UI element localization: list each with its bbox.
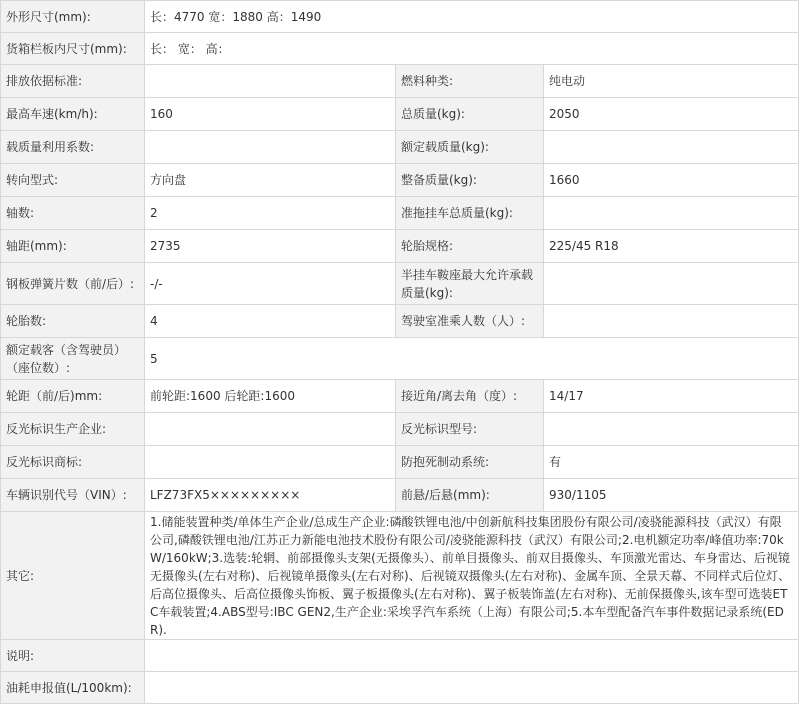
overhang-value: 930/1105 [544, 479, 799, 512]
vin-value: LFZ73FX5××××××××× [145, 479, 396, 512]
notes-value [145, 640, 799, 672]
leaf-spring-value: -/- [145, 263, 396, 305]
table-row [1, 305, 799, 338]
trailer-mass-value [544, 197, 799, 230]
cab-capacity-label: 驾驶室准乘人数（人）: [396, 305, 544, 338]
track-value: 前轮距:1600 后轮距:1600 [145, 380, 396, 413]
table-row [1, 1, 799, 33]
curb-mass-value: 1660 [544, 164, 799, 197]
reflector-brand-value [145, 446, 396, 479]
approach-angle-label: 接近角/离去角（度）: [396, 380, 544, 413]
total-mass-value: 2050 [544, 98, 799, 131]
fuel-consumption-label: 油耗申报值(L/100km): [1, 672, 145, 704]
cargo-box-value: 长： 宽： 高： [145, 33, 799, 65]
table-row [1, 413, 799, 446]
abs-value: 有 [544, 446, 799, 479]
wheelbase-value: 2735 [145, 230, 396, 263]
abs-label: 防抱死制动系统: [396, 446, 544, 479]
table-row [1, 131, 799, 164]
tire-spec-value: 225/45 R18 [544, 230, 799, 263]
steering-value: 方向盘 [145, 164, 396, 197]
emission-label: 排放依据标准: [1, 65, 145, 98]
load-util-label: 载质量利用系数: [1, 131, 145, 164]
reflector-model-value [544, 413, 799, 446]
table-row [1, 380, 799, 413]
cargo-box-label: 货箱栏板内尺寸(mm): [1, 33, 145, 65]
table-row [1, 640, 799, 672]
table-row [1, 512, 799, 640]
cab-capacity-value [544, 305, 799, 338]
rated-load-value [544, 131, 799, 164]
table-row [1, 65, 799, 98]
notes-label: 说明: [1, 640, 145, 672]
dimensions-value: 长：4770 宽：1880 高：1490 [145, 1, 799, 33]
table-row [1, 338, 799, 380]
tire-spec-label: 轮胎规格: [396, 230, 544, 263]
table-row [1, 446, 799, 479]
tire-count-value: 4 [145, 305, 396, 338]
steering-label: 转向型式: [1, 164, 145, 197]
table-row [1, 98, 799, 131]
table-row [1, 164, 799, 197]
table-row [1, 479, 799, 512]
tire-count-label: 轮胎数: [1, 305, 145, 338]
wheelbase-label: 轴距(mm): [1, 230, 145, 263]
reflector-brand-label: 反光标识商标: [1, 446, 145, 479]
reflector-maker-label: 反光标识生产企业: [1, 413, 145, 446]
track-label: 轮距（前/后)mm: [1, 380, 145, 413]
load-util-value [145, 131, 396, 164]
fuel-type-value: 纯电动 [544, 65, 799, 98]
table-row [1, 672, 799, 704]
fifth-wheel-load-label: 半挂车鞍座最大允许承载质量(kg): [396, 263, 544, 305]
seats-label: 额定载客（含驾驶员）（座位数）: [1, 338, 145, 380]
overhang-label: 前悬/后悬(mm): [396, 479, 544, 512]
trailer-mass-label: 准拖挂车总质量(kg): [396, 197, 544, 230]
max-speed-label: 最高车速(km/h): [1, 98, 145, 131]
other-value: 1.储能装置种类/单体生产企业/总成生产企业:磷酸铁锂电池/中创新航科技集团股份有限公司/凌骁能源科技（武汉）有限公司,磷酸铁锂电池/江苏正力新能电池技术股份有限公司/凌骁能源科技（武汉）有限公司;2.电机额定功率/峰值功率:70kW/160kW;3.选装:轮辋、前部摄像头支架(无摄像头）、前单目摄像头、前双目摄像头、车顶激光雷达、车身雷达、后视镜无摄像头(左右对称)、后视镜单摄像头(左右对称)、后视镜双摄像头(左右对称)、金属车顶、全景天幕、不同样式后位灯、后高位摄像头、后高位摄像头饰板、翼子板摄像头(左右对称)、翼子板装饰盖(左右对称)、无前保摄像头,该车型可选装ETC车载装置;4.ABS型号:IBC GEN2,生产企业:采埃孚汽车系统（上海）有限公司;5.本车型配备汽车事件数据记录系统(EDR). [145, 512, 799, 640]
leaf-spring-label: 钢板弹簧片数（前/后）: [1, 263, 145, 305]
fifth-wheel-load-value [544, 263, 799, 305]
total-mass-label: 总质量(kg): [396, 98, 544, 131]
table-row [1, 197, 799, 230]
other-label: 其它: [1, 512, 145, 640]
fuel-consumption-value [145, 672, 799, 704]
table-row [1, 263, 799, 305]
reflector-model-label: 反光标识型号: [396, 413, 544, 446]
curb-mass-label: 整备质量(kg): [396, 164, 544, 197]
table-row [1, 33, 799, 65]
rated-load-label: 额定载质量(kg): [396, 131, 544, 164]
fuel-type-label: 燃料种类: [396, 65, 544, 98]
approach-angle-value: 14/17 [544, 380, 799, 413]
emission-value [145, 65, 396, 98]
table-row [1, 230, 799, 263]
axles-label: 轴数: [1, 197, 145, 230]
seats-value: 5 [145, 338, 799, 380]
max-speed-value: 160 [145, 98, 396, 131]
axles-value: 2 [145, 197, 396, 230]
vin-label: 车辆识别代号（VIN）: [1, 479, 145, 512]
dimensions-label: 外形尺寸(mm): [1, 1, 145, 33]
reflector-maker-value [145, 413, 396, 446]
